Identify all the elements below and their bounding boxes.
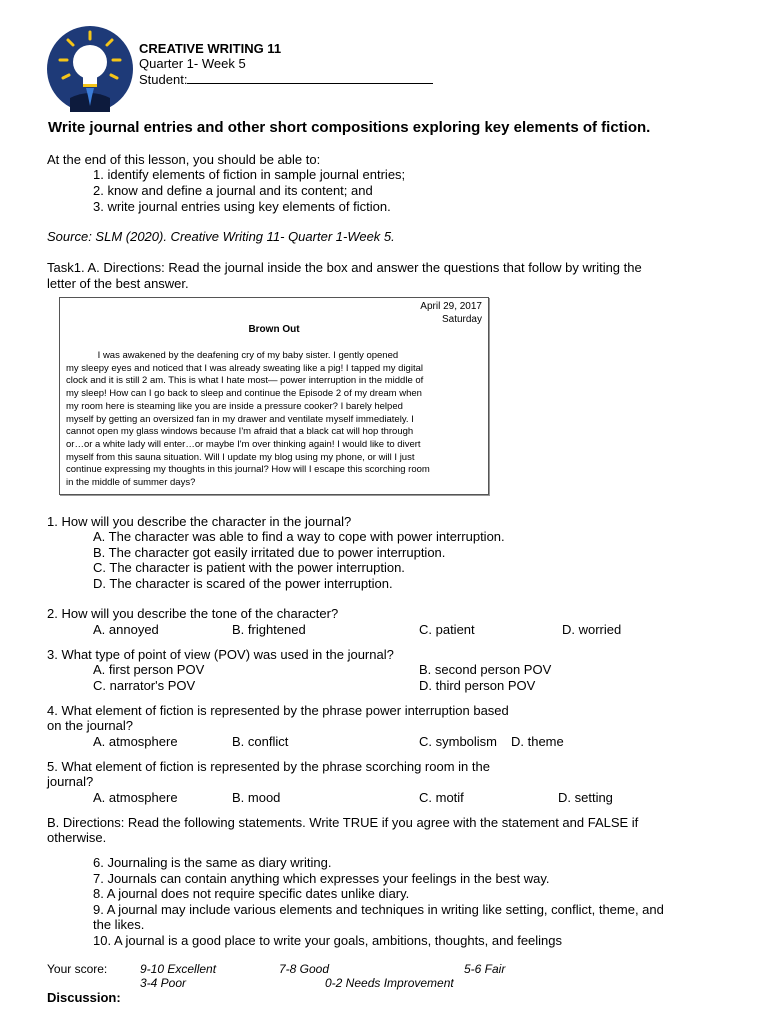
task-b-directions-2: otherwise. — [47, 830, 107, 845]
journal-date-block — [420, 300, 482, 326]
statement-6: 6. Journaling is the same as diary writing. — [93, 855, 332, 870]
task-a-directions-2: letter of the best answer. — [47, 276, 189, 291]
journal-line: cannot open my glass windows because I'm afraid that a black cat will hop through — [66, 426, 414, 438]
score-label: Your score: — [47, 962, 108, 976]
discussion-label: Discussion: — [47, 990, 121, 1005]
question-1-option-d: D. The character is scared of the power interruption. — [93, 576, 393, 591]
task-b-directions-1: B. Directions: Read the following statements. Write TRUE if you agree with the statement and FALSE if — [47, 815, 639, 830]
question-4-line-2: on the journal? — [47, 718, 134, 733]
lightbulb-logo-icon — [46, 26, 134, 112]
student-name-blank — [187, 72, 433, 84]
question-4-line-1: 4. What element of fiction is represented by the phrase power interruption based — [47, 703, 509, 718]
question-5-line-1: 5. What element of fiction is represented by the phrase scorching room in the — [47, 759, 490, 774]
statement-9-line-1: 9. A journal may include various elements and techniques in writing like setting, conflict, theme, and — [93, 902, 664, 917]
student-label: Student: — [139, 72, 188, 87]
objective-item: 1. identify elements of fiction in sample journal entries; — [93, 167, 406, 182]
objective-item: 3. write journal entries using key elements of fiction. — [93, 199, 391, 214]
question-4-option-b: B. conflict — [232, 734, 289, 749]
question-4-option-d: D. theme — [511, 734, 564, 749]
journal-line: I was awakened by the deafening cry of my baby sister. I gently opened — [66, 350, 399, 361]
journal-line: in the middle of summer days? — [66, 477, 196, 489]
journal-line: my room here is steaming like you are inside a pressure cooker? I barely helped — [66, 400, 403, 412]
question-3-option-a: A. first person POV — [93, 662, 205, 677]
journal-line: my sleep! How can I go back to sleep and continue the Episode 2 of my dream when — [66, 388, 422, 400]
task-a-directions-1: Task1. A. Directions: Read the journal inside the box and answer the questions that follow by writing the — [47, 260, 642, 275]
question-2: 2. How will you describe the tone of the character? — [47, 606, 339, 621]
score-excellent: 9-10 Excellent — [140, 962, 217, 976]
question-5-option-c: C. motif — [419, 790, 464, 805]
journal-box — [59, 297, 489, 495]
question-1-option-a: A. The character was able to find a way to cope with power interruption. — [93, 529, 505, 544]
main-title: Write journal entries and other short compositions exploring key elements of fiction. — [48, 119, 651, 136]
question-2-option-c: C. patient — [419, 622, 475, 637]
journal-line: clock and it is still 2 am. This is what I hate most— power interruption in the middle of — [66, 375, 424, 387]
score-needs-improvement: 0-2 Needs Improvement — [325, 976, 454, 990]
question-3-option-c: C. narrator's POV — [93, 678, 196, 693]
journal-day: Saturday — [441, 314, 482, 325]
statement-8: 8. A journal does not require specific dates unlike diary. — [93, 886, 410, 901]
question-3-option-d: D. third person POV — [419, 678, 536, 693]
question-2-option-a: A. annoyed — [93, 622, 159, 637]
question-4-option-c: C. symbolism — [419, 734, 498, 749]
score-fair: 5-6 Fair — [464, 962, 506, 976]
journal-line: continue expressing my thoughts in this journal? How will I escape this scorching room — [66, 464, 430, 476]
question-3-option-b: B. second person POV — [419, 662, 552, 677]
source-citation: Source: SLM (2020). Creative Writing 11- Quarter 1-Week 5. — [47, 229, 395, 244]
journal-date: April 29, 2017 — [420, 301, 482, 312]
student-line — [139, 72, 433, 87]
question-3: 3. What type of point of view (POV) was used in the journal? — [47, 647, 394, 662]
objectives-intro: At the end of this lesson, you should be able to: — [47, 152, 321, 167]
question-1: 1. How will you describe the character in the journal? — [47, 514, 352, 529]
score-good: 7-8 Good — [279, 962, 330, 976]
question-4-option-a: A. atmosphere — [93, 734, 178, 749]
objective-item: 2. know and define a journal and its content; and — [93, 183, 373, 198]
statement-9-line-2: the likes. — [93, 917, 145, 932]
quarter-week: Quarter 1- Week 5 — [139, 56, 246, 71]
course-title: CREATIVE WRITING 11 — [139, 41, 282, 56]
question-5-line-2: journal? — [47, 774, 94, 789]
question-5-option-d: D. setting — [558, 790, 613, 805]
question-2-option-d: D. worried — [562, 622, 622, 637]
journal-line: my sleepy eyes and noticed that I was already sweating like a pig! I tapped my digital — [66, 362, 423, 374]
question-5-option-a: A. atmosphere — [93, 790, 178, 805]
journal-line: or…or a white lady will enter…or maybe I'm over thinking again! I would like to divert — [66, 438, 421, 450]
journal-body — [66, 350, 484, 490]
journal-line: myself by getting an oversized fan in my drawer and ventilate myself immediately. I — [66, 413, 414, 425]
journal-line: myself from this sauna situation. Will I update my blog using my phone, or will I just — [66, 451, 415, 463]
question-1-option-c: C. The character is patient with the power interruption. — [93, 560, 405, 575]
score-poor: 3-4 Poor — [140, 976, 187, 990]
statement-10: 10. A journal is a good place to write your goals, ambitions, thoughts, and feelings — [93, 933, 563, 948]
question-5-option-b: B. mood — [232, 790, 281, 805]
question-2-option-b: B. frightened — [232, 622, 306, 637]
journal-title: Brown Out — [248, 324, 300, 335]
statement-7: 7. Journals can contain anything which expresses your feelings in the best way. — [93, 871, 550, 886]
question-1-option-b: B. The character got easily irritated due to power interruption. — [93, 545, 446, 560]
